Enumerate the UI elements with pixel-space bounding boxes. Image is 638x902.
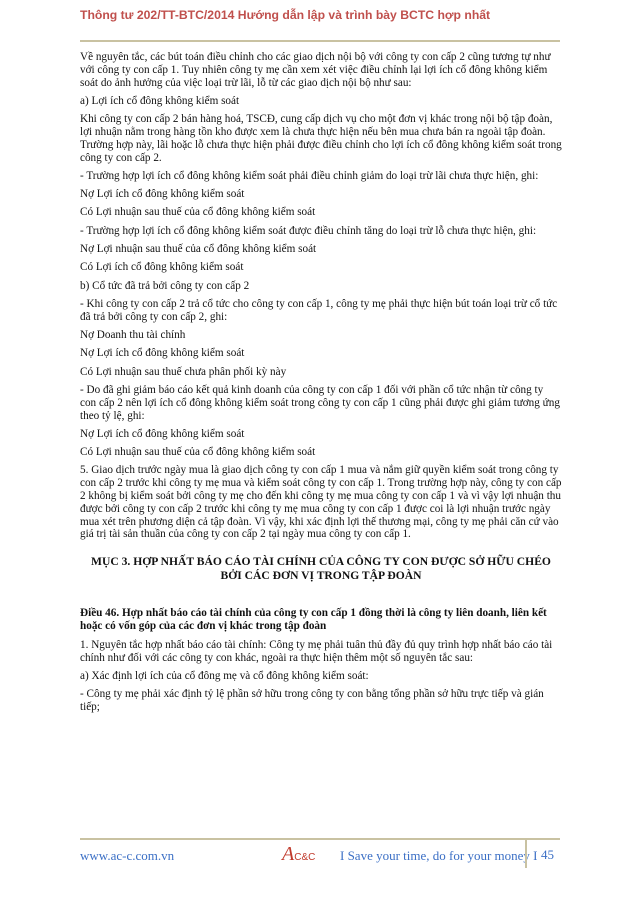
section-heading-line1: MỤC 3. HỢP NHẤT BÁO CÁO TÀI CHÍNH CỦA CÔNG TY CON ĐƯỢC SỞ HỮU CHÉO [91, 555, 551, 569]
document-title: Thông tư 202/TT-BTC/2014 Hướng dẫn lập và trình bày BCTC hợp nhất [80, 8, 491, 22]
logo-text: C&C [294, 852, 316, 863]
article-heading: Điều 46. Hợp nhất báo cáo tài chính của công ty con cấp 1 đồng thời là công ty liên doanh, liên kết hoặc có vốn góp của các đơn vị khác trong tập đoàn [80, 607, 547, 632]
paragraph: - Do đã ghi giảm báo cáo kết quả kinh doanh của công ty con cấp 1 đối với phần cổ tức nhận từ công ty con cấp 2 nên lợi ích cổ đông không kiểm soát trong công ty con cấp 1 cũng phải được ghi giảm tương ứng theo tỷ lệ, ghi: [80, 383, 560, 422]
paragraph: b) Cổ tức đã trả bởi công ty con cấp 2 [80, 279, 250, 292]
paragraph: a) Lợi ích cổ đông không kiểm soát [80, 94, 240, 107]
paragraph: Nợ Lợi ích cổ đông không kiểm soát [80, 347, 245, 360]
paragraph: a) Xác định lợi ích của cổ đông mẹ và cổ đông không kiểm soát: [80, 669, 369, 682]
footer-divider [80, 838, 560, 840]
footer-slogan: I Save your time, do for your money I [340, 848, 538, 863]
paragraph: Có Lợi ích cổ đông không kiểm soát [80, 261, 244, 274]
paragraph: - Trường hợp lợi ích cổ đông không kiểm soát được điều chỉnh tăng do loại trừ lỗ chưa thực hiện, ghi: [80, 224, 537, 237]
company-logo [282, 843, 315, 866]
paragraph: Khi công ty con cấp 2 bán hàng hoá, TSCĐ, cung cấp dịch vụ cho một đơn vị khác trong nội bộ tập đoàn, lợi nhuận nằm trong hàng tồn kho được xem là chưa thực hiện nếu bên mua chưa bán ra ngoài tập đoàn. Trường hợp này, lãi hoặc lỗ chưa thực hiện phải được điều chỉnh cho lợi ích cổ đông không kiểm soát trong công ty con cấp 2. [80, 113, 562, 164]
paragraph: Có Lợi nhuận sau thuế của cổ đông không kiểm soát [80, 446, 316, 459]
page-header [80, 0, 560, 42]
footer-website-link[interactable]: www.ac-c.com.vn [80, 848, 175, 863]
paragraph: - Trường hợp lợi ích cổ đông không kiểm soát phải điều chỉnh giảm do loại trừ lãi chưa thực hiện, ghi: [80, 169, 539, 182]
page-number: 45 [541, 847, 554, 862]
paragraph: Về nguyên tắc, các bút toán điều chỉnh cho các giao dịch nội bộ với công ty con cấp 2 cũng tương tự như với công ty con cấp 1. Tuy nhiên công ty mẹ cần xem xét việc điều chỉnh lại lợi ích cổ đông không kiểm soát do ảnh hưởng của việc loại trừ lãi, lỗ từ các giao dịch nội bộ như sau: [80, 51, 551, 89]
section-heading [80, 555, 562, 583]
document-body [80, 51, 562, 719]
logo-icon: A [282, 843, 295, 865]
paragraph: Có Lợi nhuận sau thuế của cổ đông không kiểm soát [80, 206, 316, 219]
paragraph: 5. Giao dịch trước ngày mua là giao dịch công ty con cấp 1 mua và nắm giữ quyền kiểm soát trong công ty con cấp 2 trước khi công ty mẹ mua và kiểm soát công ty con cấp 1. Trong trường hợp này, công ty con cấp 2 không bị kiểm soát bởi công ty mẹ cho đến khi công ty mẹ mua công ty con cấp 1 và vì vậy lợi nhuận thu được bởi công ty con cấp 2 trước khi công ty mẹ mua công ty con cấp 1 được coi là lợi nhuận trước ngày mua xét trên phương diện cả tập đoàn. Vì vậy, khi xác định lợi thế thương mại, công ty mẹ phải căn cứ vào giá trị tài sản thuần của công ty con cấp 2 tại ngày mua công ty con cấp 1. [80, 464, 562, 541]
paragraph: Nợ Doanh thu tài chính [80, 329, 186, 342]
paragraph: Nợ Lợi nhuận sau thuế của cổ đông không kiểm soát [80, 243, 317, 256]
section-heading-line2: BỞI CÁC ĐƠN VỊ TRONG TẬP ĐOÀN [220, 569, 422, 583]
paragraph: Nợ Lợi ích cổ đông không kiểm soát [80, 427, 245, 440]
paragraph: - Khi công ty con cấp 2 trả cổ tức cho công ty con cấp 1, công ty mẹ phải thực hiện bút toán loại trừ cổ tức đã trả bởi công ty con cấp 2, ghi: [80, 297, 558, 323]
paragraph: Có Lợi nhuận sau thuế chưa phân phối kỳ này [80, 365, 287, 378]
paragraph: Nợ Lợi ích cổ đông không kiểm soát [80, 188, 245, 201]
paragraph: 1. Nguyên tắc hợp nhất báo cáo tài chính: Công ty mẹ phải tuân thủ đầy đủ quy trình hợp nhất báo cáo tài chính như đối với các công ty con khác, ngoài ra thực hiện thêm một số nguyên tắc sau: [80, 638, 553, 664]
page-number-box [525, 840, 567, 868]
paragraph: - Công ty mẹ phải xác định tỷ lệ phần sở hữu trong công ty con bằng tổng phần sở hữu trực tiếp và gián tiếp; [80, 688, 544, 713]
